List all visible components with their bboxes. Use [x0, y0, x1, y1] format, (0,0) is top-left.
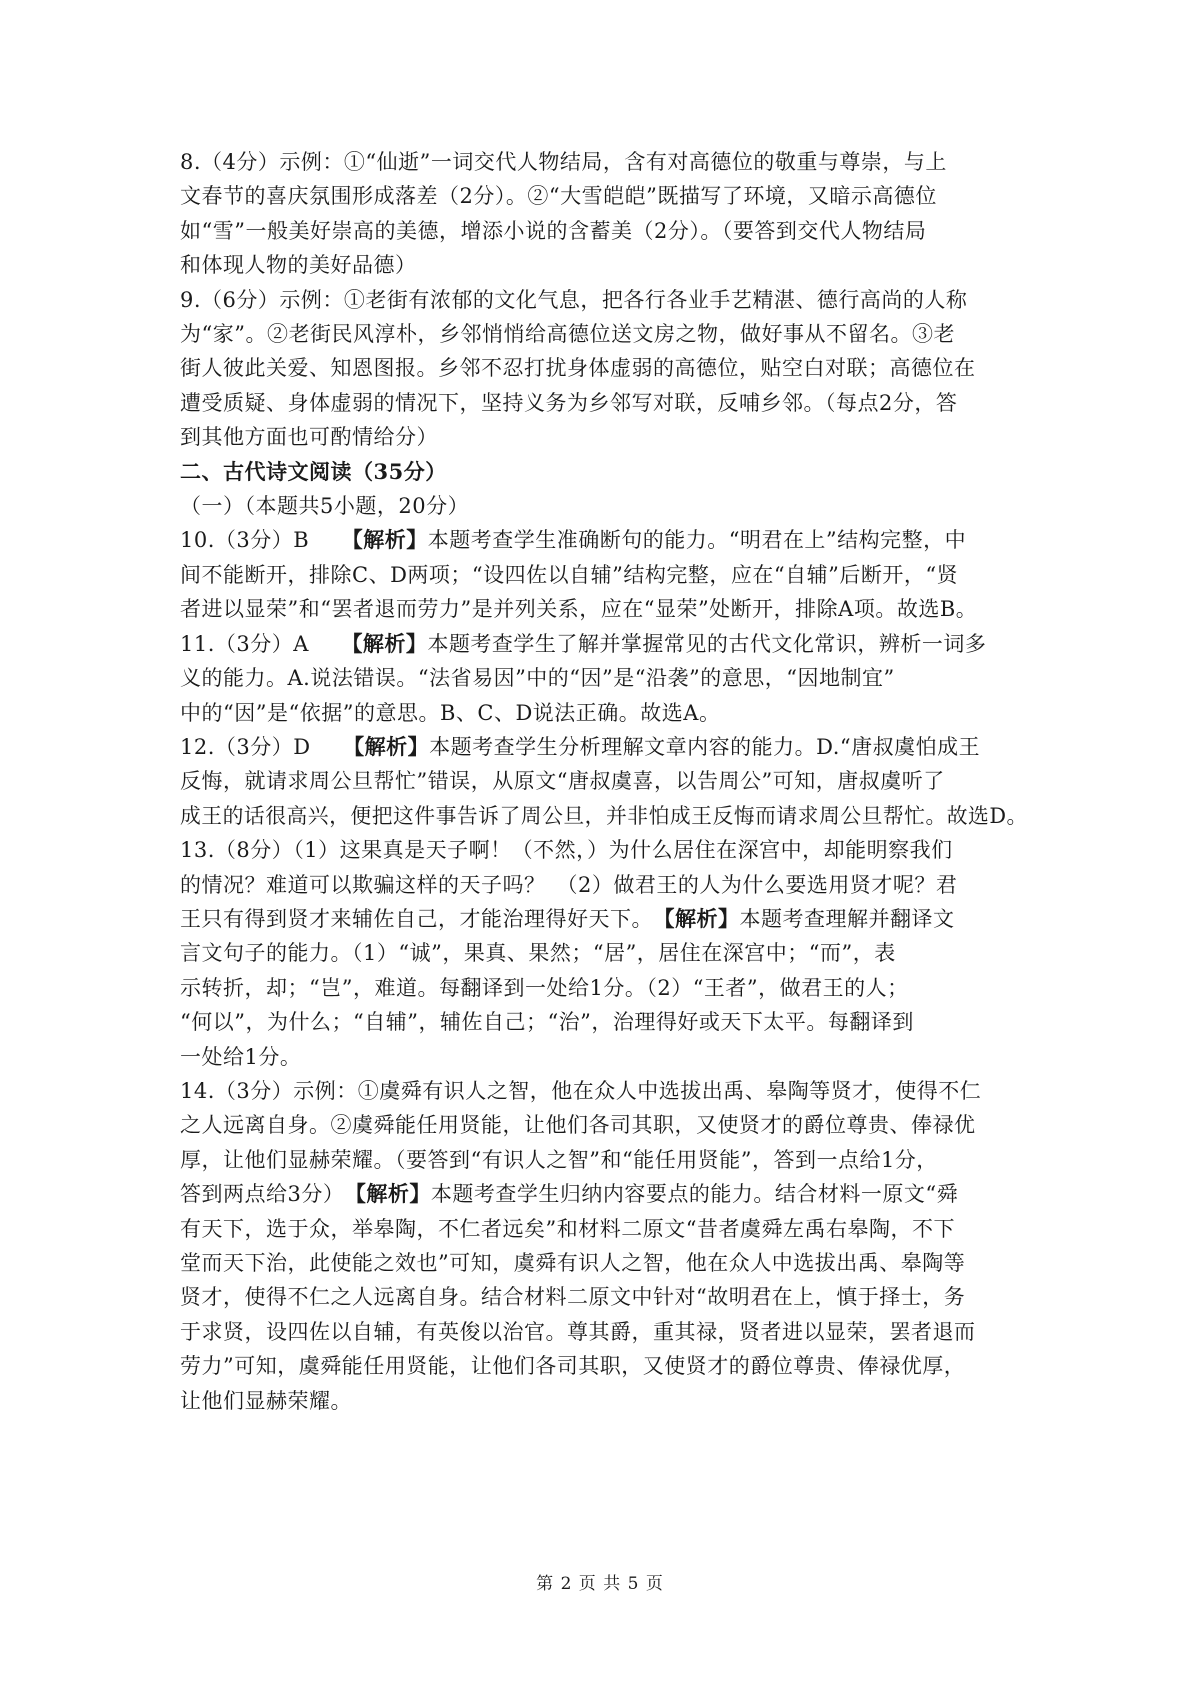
text-line: 贤才，使得不仁之人远离自身。结合材料二原文中针对“故明君在上，慎于择士，务 [180, 1285, 966, 1310]
text-line: 劳力”可知，虞舜能任用贤能，让他们各司其职，又使贤才的爵位尊贵、俸禄优厚， [180, 1354, 966, 1379]
text-line: 义的能力。A.说法错误。“法省易因”中的“因”是“沿袭”的意思，“因地制宜” [180, 666, 895, 691]
text-line: 间不能断开，排除C、D两项；“设四佐以自辅”结构完整，应在“自辅”后断开，“贤 [180, 562, 959, 587]
analysis-tag: 【解析】 [351, 630, 428, 656]
text-line: 厚，让他们显赫荣耀。（要答到“有识人之智”和“能任用贤能”，答到一点给1分， [180, 1147, 938, 1172]
text-line: 13.（8分）（1）这果真是天子啊！（不然，）为什么居住在深宫中，却能明察我们 [180, 838, 953, 863]
text-line: 中的“因”是“依据”的意思。B、C、D说法正确。故选A。 [180, 700, 721, 725]
text-line: “何以”，为什么；“自辅”，辅佐自己；“治”，治理得好或天下太平。每翻译到 [180, 1010, 914, 1035]
text-line: 遭受质疑、身体虚弱的情况下，坚持义务为乡邻写对联，反哺乡邻。（每点2分，答 [180, 390, 958, 415]
question-prefix: 11.（3分）A [180, 631, 352, 656]
analysis-tag: 【解析】 [352, 527, 428, 553]
text-line: 到其他方面也可酌情给分） [180, 425, 438, 450]
text-line [180, 902, 1028, 936]
analysis-text: 本题考查学生了解并掌握常见的古代文化常识，辨析一词多 [427, 631, 987, 656]
text-line: 为“家”。②老街民风淳朴，乡邻悄悄给高德位送文房之物，做好事从不留名。③老 [180, 322, 955, 347]
question-prefix: 答到两点给3分） [180, 1182, 356, 1207]
analysis-text: 本题考查学生分析理解文章内容的能力。D.“唐叔虞怕成王 [429, 734, 981, 759]
question-prefix: 10.（3分）B [180, 528, 353, 553]
text-line: 和体现人物的美好品德） [180, 253, 417, 278]
text-line [180, 730, 1028, 764]
text-line: 堂而天下治，此使能之效也”可知，虞舜有识人之智，他在众人中选拔出禹、皋陶等 [180, 1251, 966, 1275]
text-line: 示转折，却；“岂”，难道。每翻译到一处给1分。（2）“王者”，做君王的人； [180, 975, 909, 1000]
analysis-text: 本题考查学生准确断句的能力。“明君在上”结构完整，中 [427, 528, 967, 553]
analysis-text: 本题考查理解并翻译文 [739, 906, 955, 931]
answer-document [180, 145, 1028, 1418]
analysis-tag: 【解析】 [353, 733, 430, 759]
text-line: 成王的话很高兴，便把这件事告诉了周公旦，并非怕成王反悔而请求周公旦帮忙。故选D。 [180, 803, 1028, 828]
text-line: 14.（3分）示例：①虞舜有识人之智，他在众人中选拔出禹、皋陶等贤才，使得不仁 [180, 1078, 982, 1103]
text-line: 言文句子的能力。（1）“诚”，果真、果然；“居”，居住在深宫中；“而”，表 [180, 941, 896, 966]
section-heading: 二、古代诗文阅读（35分） [180, 458, 447, 484]
text-line [180, 1177, 1028, 1211]
text-line [180, 523, 1028, 557]
question-prefix: 王只有得到贤才来辅佐自己，才能治理得好天下。 [180, 906, 664, 931]
text-line: 的情况？难道可以欺骗这样的天子吗？ （2）做君王的人为什么要选用贤才呢？君 [180, 872, 958, 897]
page-footer: 第 2 页 共 5 页 [536, 1574, 664, 1594]
text-line [180, 627, 1028, 661]
analysis-tag: 【解析】 [664, 905, 740, 931]
analysis-text: 本题考查学生归纳内容要点的能力。结合材料一原文“舜 [430, 1182, 959, 1207]
text-line: 有天下，选于众，举皋陶，不仁者远矣”和材料二原文“昔者虞舜左禹右皋陶，不下 [180, 1216, 955, 1241]
text-line: 街人彼此关爱、知恩图报。乡邻不忍打扰身体虚弱的高德位，贴空白对联；高德位在 [180, 356, 976, 381]
text-line: 9.（6分）示例：①老街有浓郁的文化气息，把各行各业手艺精湛、德行高尚的人称 [180, 287, 968, 312]
text-line: 于求贤，设四佐以自辅，有英俊以治官。尊其爵，重其禄，贤者进以显荣，罢者退而 [180, 1319, 976, 1344]
question-prefix: 12.（3分）D [180, 734, 354, 759]
text-line: 如“雪”一般美好崇高的美德，增添小说的含蓄美（2分）。（要答到交代人物结局 [180, 218, 927, 243]
text-line: 一处给1分。 [180, 1044, 302, 1069]
text-line: 让他们显赫荣耀。 [180, 1388, 352, 1413]
analysis-tag: 【解析】 [355, 1181, 431, 1207]
text-line: 文春节的喜庆氛围形成落差（2分）。②“大雪皑皑”既描写了环境，又暗示高德位 [180, 184, 937, 209]
text-line: （一）（本题共5小题，20分） [180, 494, 470, 519]
text-line: 反悔，就请求周公旦帮忙”错误，从原文“唐叔虞喜，以告周公”可知，唐叔虞听了 [180, 769, 945, 794]
text-line: 8.（4分）示例：①“仙逝”一词交代人物结局，含有对高德位的敬重与尊崇，与上 [180, 150, 947, 174]
text-line: 之人远离自身。②虞舜能任用贤能，让他们各司其职，又使贤才的爵位尊贵、俸禄优 [180, 1113, 976, 1138]
text-line: 者进以显荣”和“罢者退而劳力”是并列关系，应在“显荣”处断开，排除A项。故选B。 [180, 597, 978, 622]
